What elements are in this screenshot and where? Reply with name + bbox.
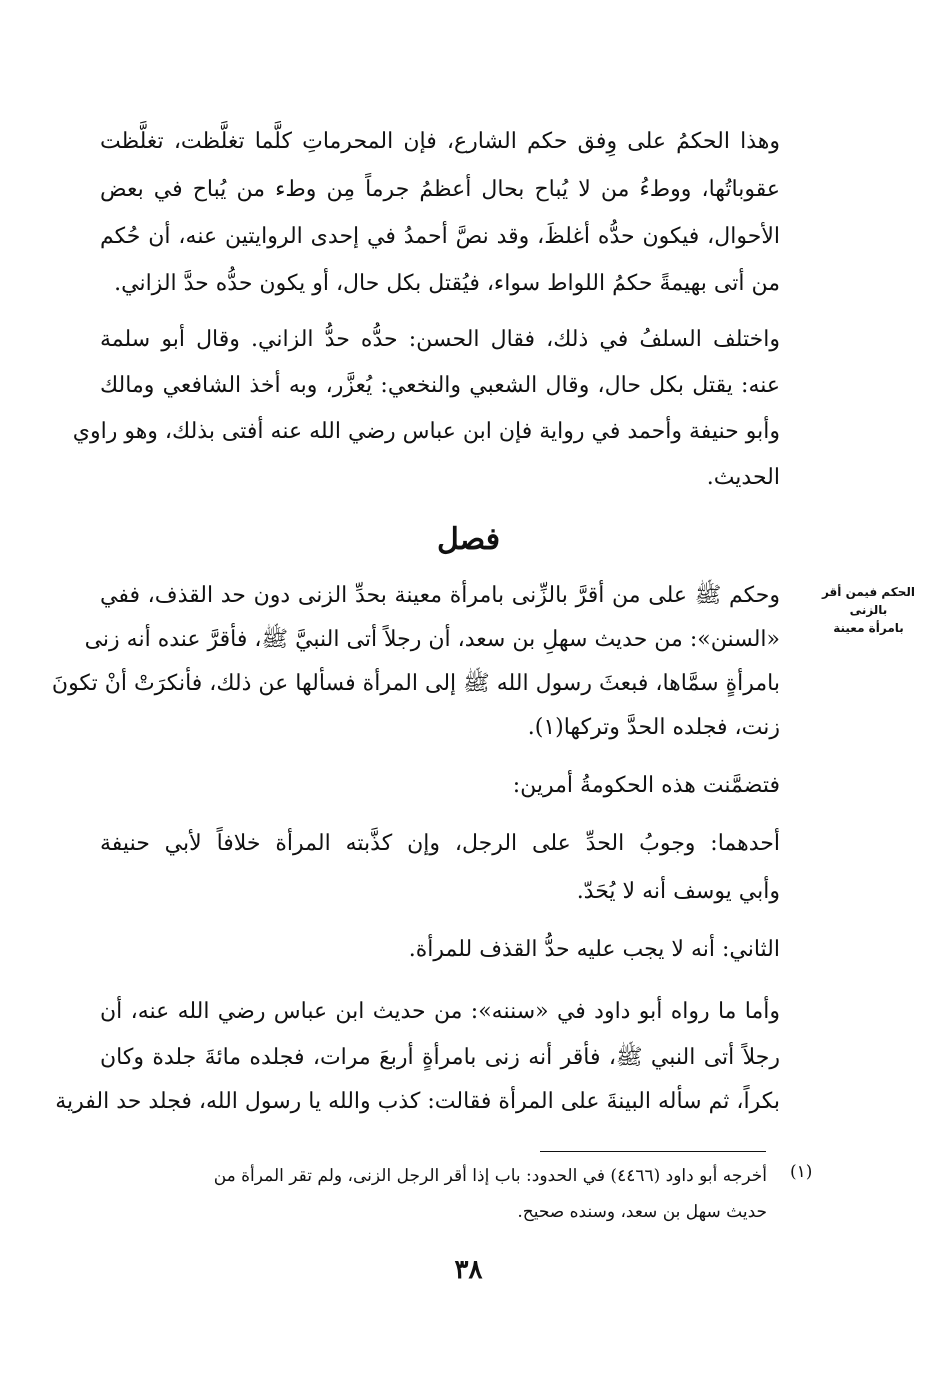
paragraph-3-line-4: زنت، فجلده الحدَّ وتركها(١). bbox=[527, 715, 780, 740]
paragraph-3-line-2: «السنن»: من حديث سهلِ بن سعد، أن رجلاً أتى النبيَّ ﷺ، فأقرَّ عنده أنه زنى bbox=[84, 627, 780, 652]
paragraph-2-line-4: الحديث. bbox=[706, 465, 780, 490]
paragraph-3-line-3: بامرأةٍ سمَّاها، فبعثَ رسول الله ﷺ إلى المرأة فسألها عن ذلك، فأنكرَتْ أنْ تكونَ bbox=[51, 671, 780, 696]
footnote-number: (١) bbox=[790, 1162, 813, 1182]
margin-note-line-2: بامرأة معينة bbox=[833, 621, 904, 635]
paragraph-7-line-1: وأما ما رواه أبو داود في «سننه»: من حديث ابن عباس رضي الله عنه، أن bbox=[100, 999, 780, 1024]
paragraph-7-line-2: رجلاً أتى النبي ﷺ، فأقر أنه زنى بامرأةٍ أربعَ مرات، فجلده مائةَ جلدة وكان bbox=[100, 1045, 780, 1070]
paragraph-2-line-2: عنه: يقتل بكل حال، وقال الشعبي والنخعي: يُعزَّر، وبه أخذ الشافعي ومالك bbox=[100, 373, 780, 398]
margin-note-line-1: الحكم فيمن أقر بالزنى bbox=[821, 585, 916, 617]
paragraph-7-line-3: بكراً، ثم سأله البينةَ على المرأة فقالت: كذب والله يا رسول الله، فجلد حد الفرية bbox=[55, 1089, 780, 1114]
section-heading: فصل bbox=[436, 522, 501, 557]
paragraph-3-line-1: وحكم ﷺ على من أقرَّ بالزِّنى بامرأة معينة بحدِّ الزنى دون حد القذف، ففي bbox=[100, 583, 780, 608]
paragraph-4: فتضمَّنت هذه الحكومةُ أمرين: bbox=[512, 773, 780, 798]
footnote-line-2: حديث سهل بن سعد، وسنده صحيح. bbox=[517, 1202, 767, 1222]
paragraph-1-line-4: من أتى بهيمةً حكمُ اللواط سواء، فيُقتل بكل حال، أو يكون حدُّه حدَّ الزاني. bbox=[114, 271, 780, 296]
paragraph-5-line-2: وأبي يوسف أنه لا يُحَدّ. bbox=[576, 879, 780, 904]
paragraph-1-line-3: الأحوال، فيكون حدُّه أغلظَ، وقد نصَّ أحمدُ في إحدى الروايتين عنه، أن حُكم bbox=[100, 224, 780, 249]
paragraph-1-line-2: عقوباتُها، ووطءُ من لا يُباح بحال أعظمُ جرماً مِن وطء من يُباح في بعض bbox=[100, 177, 780, 202]
page-number: ٣٨ bbox=[454, 1255, 483, 1285]
footnote-divider bbox=[540, 1151, 766, 1152]
paragraph-1-line-1: وهذا الحكمُ على وِفق حكم الشارع، فإن المحرماتِ كلَّما تغلَّظت، تغلَّظت bbox=[100, 129, 781, 154]
paragraph-6: الثاني: أنه لا يجب عليه حدُّ القذف للمرأة. bbox=[408, 937, 780, 962]
paragraph-2-line-3: وأبو حنيفة وأحمد في رواية فإن ابن عباس رضي الله عنه أفتى بذلك، وهو راوي bbox=[72, 419, 780, 444]
paragraph-5-line-1: أحدهما: وجوبُ الحدِّ على الرجل، وإن كذَّبته المرأة خلافاً لأبي حنيفة bbox=[100, 831, 780, 856]
paragraph-2-line-1: واختلف السلفُ في ذلك، فقال الحسن: حدُّه حدُّ الزاني. وقال أبو سلمة bbox=[100, 327, 780, 352]
margin-note bbox=[806, 583, 931, 637]
footnote-line-1: أخرجه أبو داود (٤٤٦٦) في الحدود: باب إذا أقر الرجل الزنى، ولم تقر المرأة من bbox=[213, 1166, 767, 1186]
